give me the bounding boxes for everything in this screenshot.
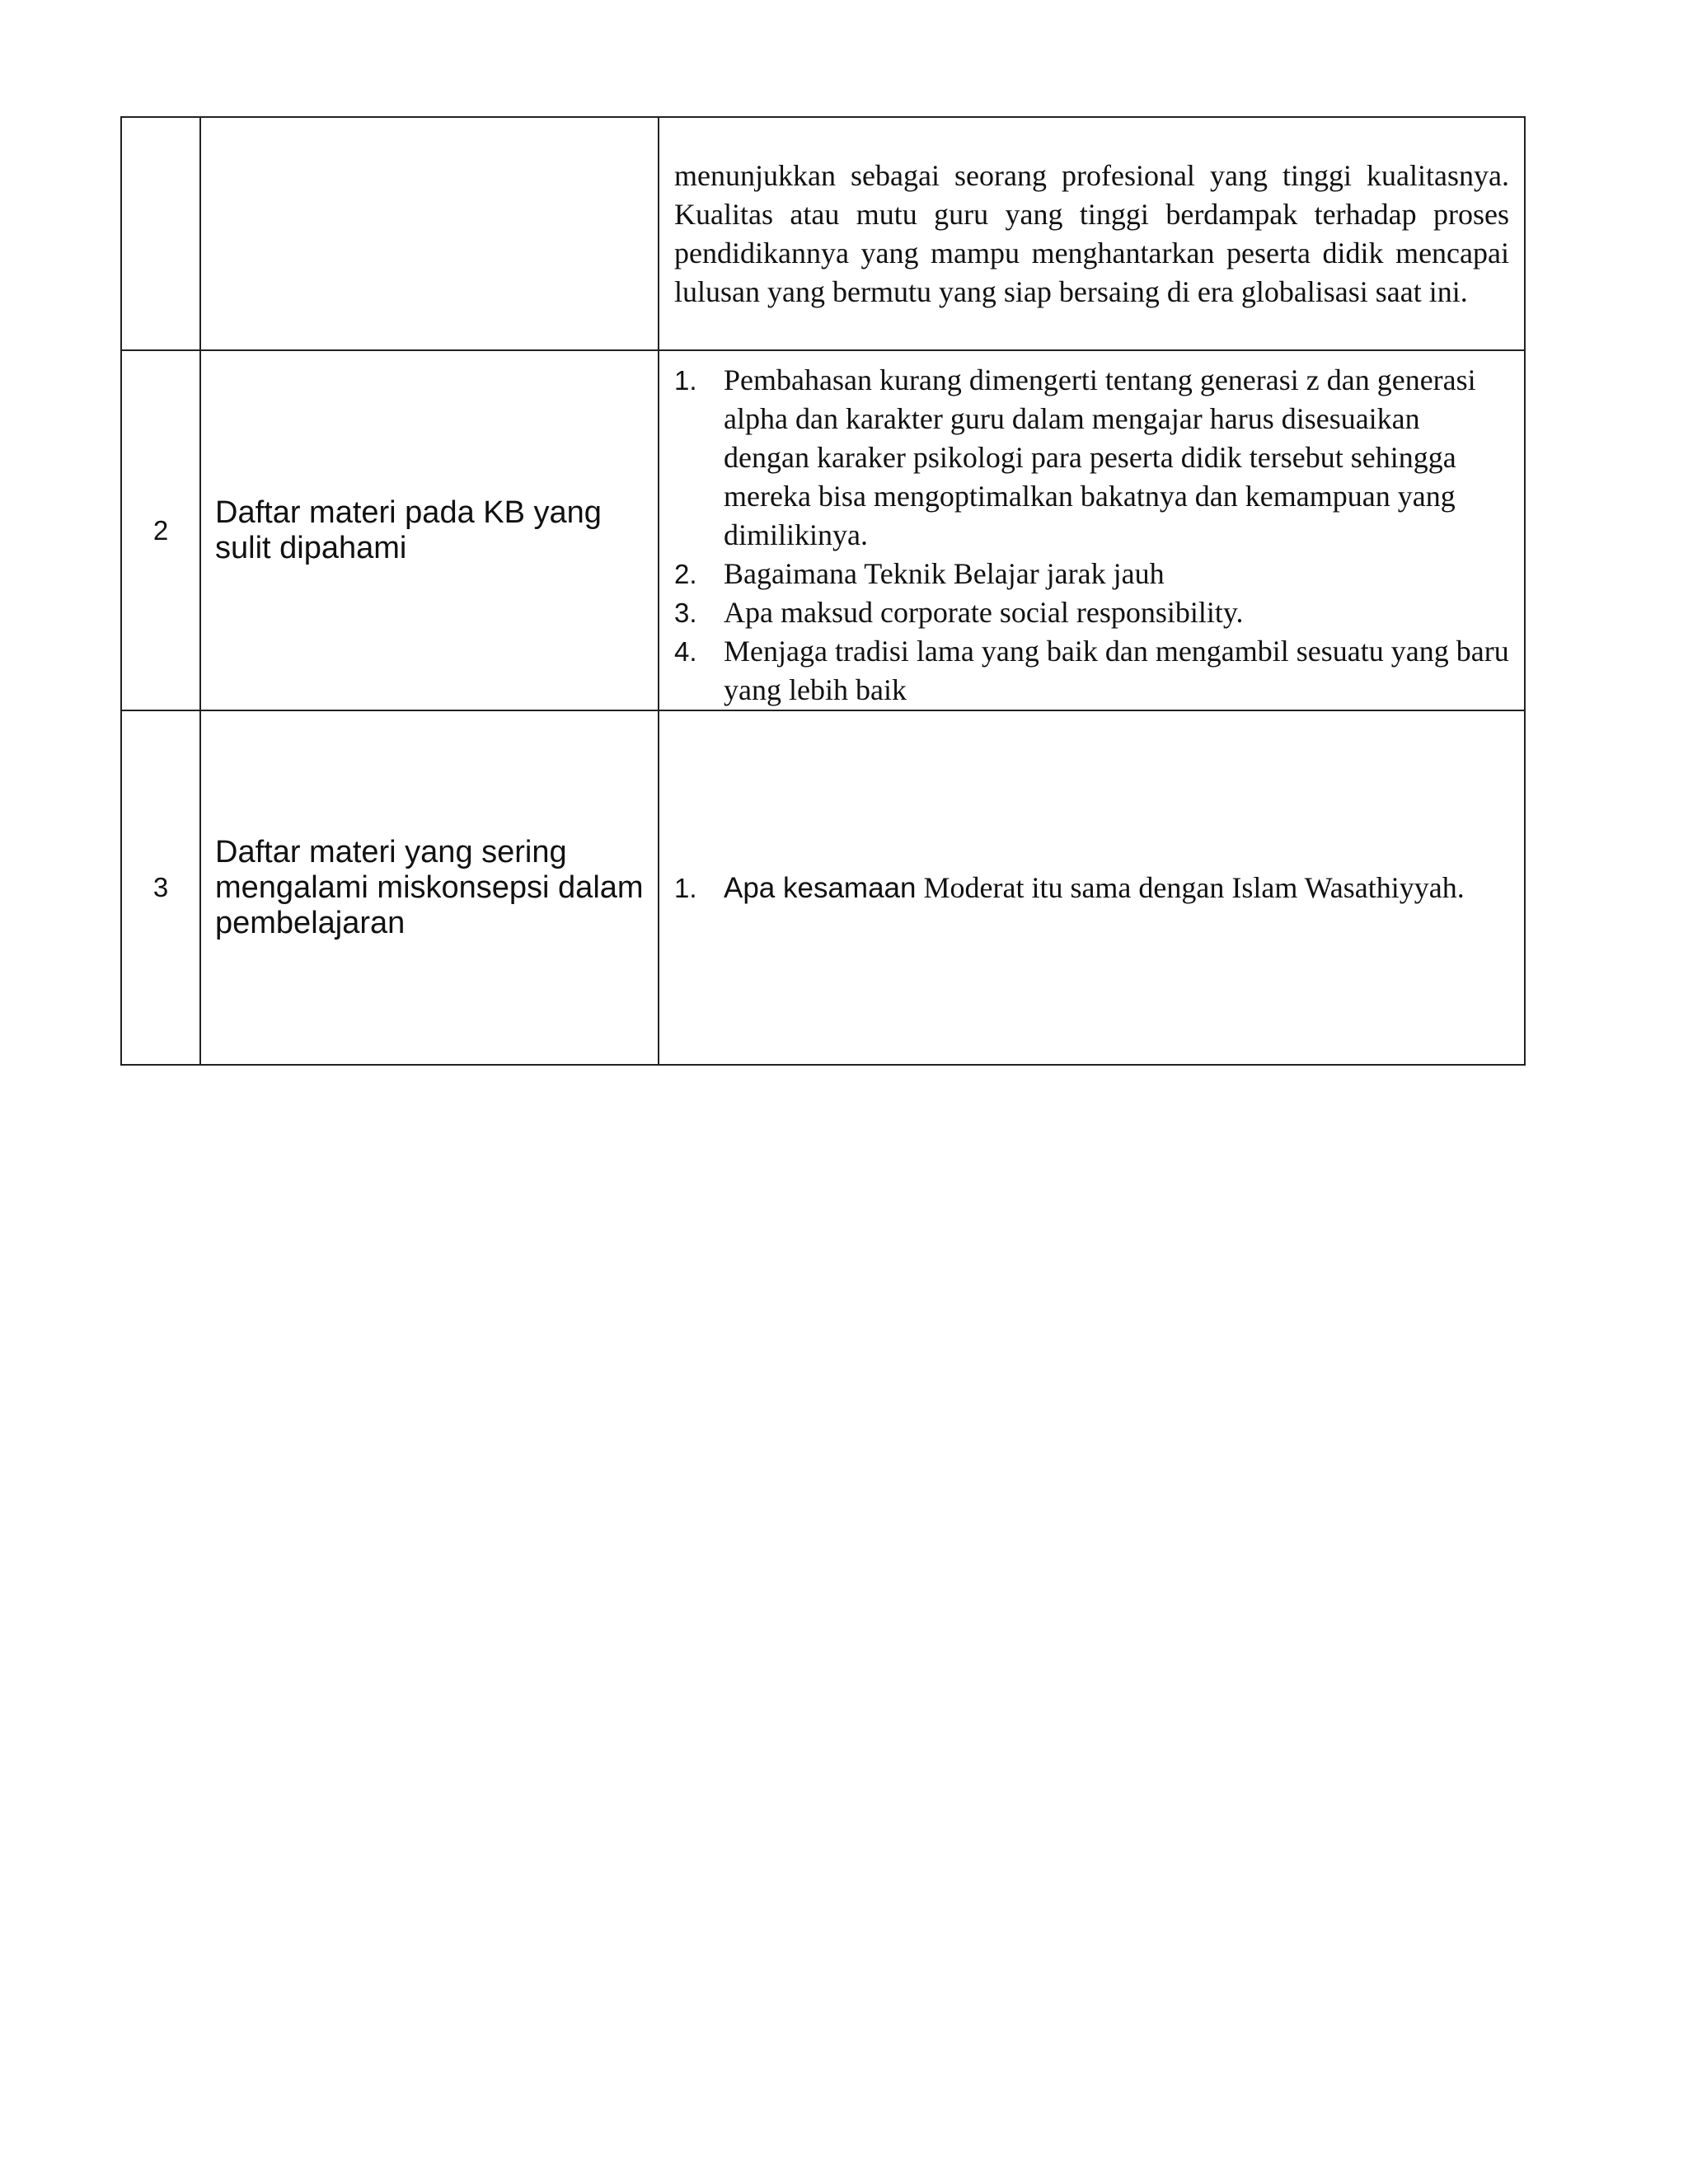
list-item (674, 361, 1509, 555)
content-paragraph: menunjukkan sebagai seorang profesional yang tinggi kualitasnya. Kualitas atau mutu guru yang tinggi berdampak terhadap proses pendidikannya yang mampu menghantarkan peserta didik mencapai lulusan yang bermutu yang siap bersaing di era globalisasi saat ini. (674, 158, 1509, 308)
row-number-cell (121, 117, 200, 350)
row-content-cell (659, 117, 1525, 350)
list-item-text: Apa maksud corporate social responsibility. (724, 596, 1244, 629)
list-item-lead: Apa kesamaan (724, 871, 917, 904)
list-item (674, 869, 1509, 907)
table-row (121, 350, 1525, 710)
list-item-text: Pembahasan kurang dimengerti tentang generasi z dan generasi alpha dan karakter guru dalam mengajar harus disesuaikan dengan karaker psikologi para peserta didik tersebut sehingga mereka bisa mengoptimalkan bakatnya dan kemampuan yang dimilikinya. (724, 363, 1476, 551)
row-number-cell: 3 (121, 710, 200, 1065)
list-item-number: 1. (674, 872, 697, 903)
list-item-number: 3. (674, 598, 697, 628)
list-item-text: Bagaimana Teknik Belajar jarak jauh (724, 557, 1165, 590)
numbered-list (674, 869, 1509, 907)
list-item-number: 4. (674, 636, 697, 667)
row-content-cell (659, 350, 1525, 710)
row-label-cell: Daftar materi pada KB yang sulit dipahami (200, 350, 659, 710)
list-item-text: Moderat itu sama dengan Islam Wasathiyyah. (916, 870, 1465, 904)
list-item (674, 632, 1509, 710)
row-label-cell: Daftar materi yang sering mengalami miskonsepsi dalam pembelajaran (200, 710, 659, 1065)
list-item-text: Menjaga tradisi lama yang baik dan mengambil sesuatu yang baru yang lebih baik (724, 635, 1509, 706)
table-row (121, 710, 1525, 1065)
list-item-number: 1. (674, 365, 697, 396)
row-label-cell (200, 117, 659, 350)
row-number-cell: 2 (121, 350, 200, 710)
list-item (674, 555, 1509, 593)
list-item (674, 593, 1509, 632)
reflection-table (120, 116, 1526, 1066)
list-item-number: 2. (674, 559, 697, 589)
table-row (121, 117, 1525, 350)
row-content-cell (659, 710, 1525, 1065)
numbered-list (674, 361, 1509, 710)
